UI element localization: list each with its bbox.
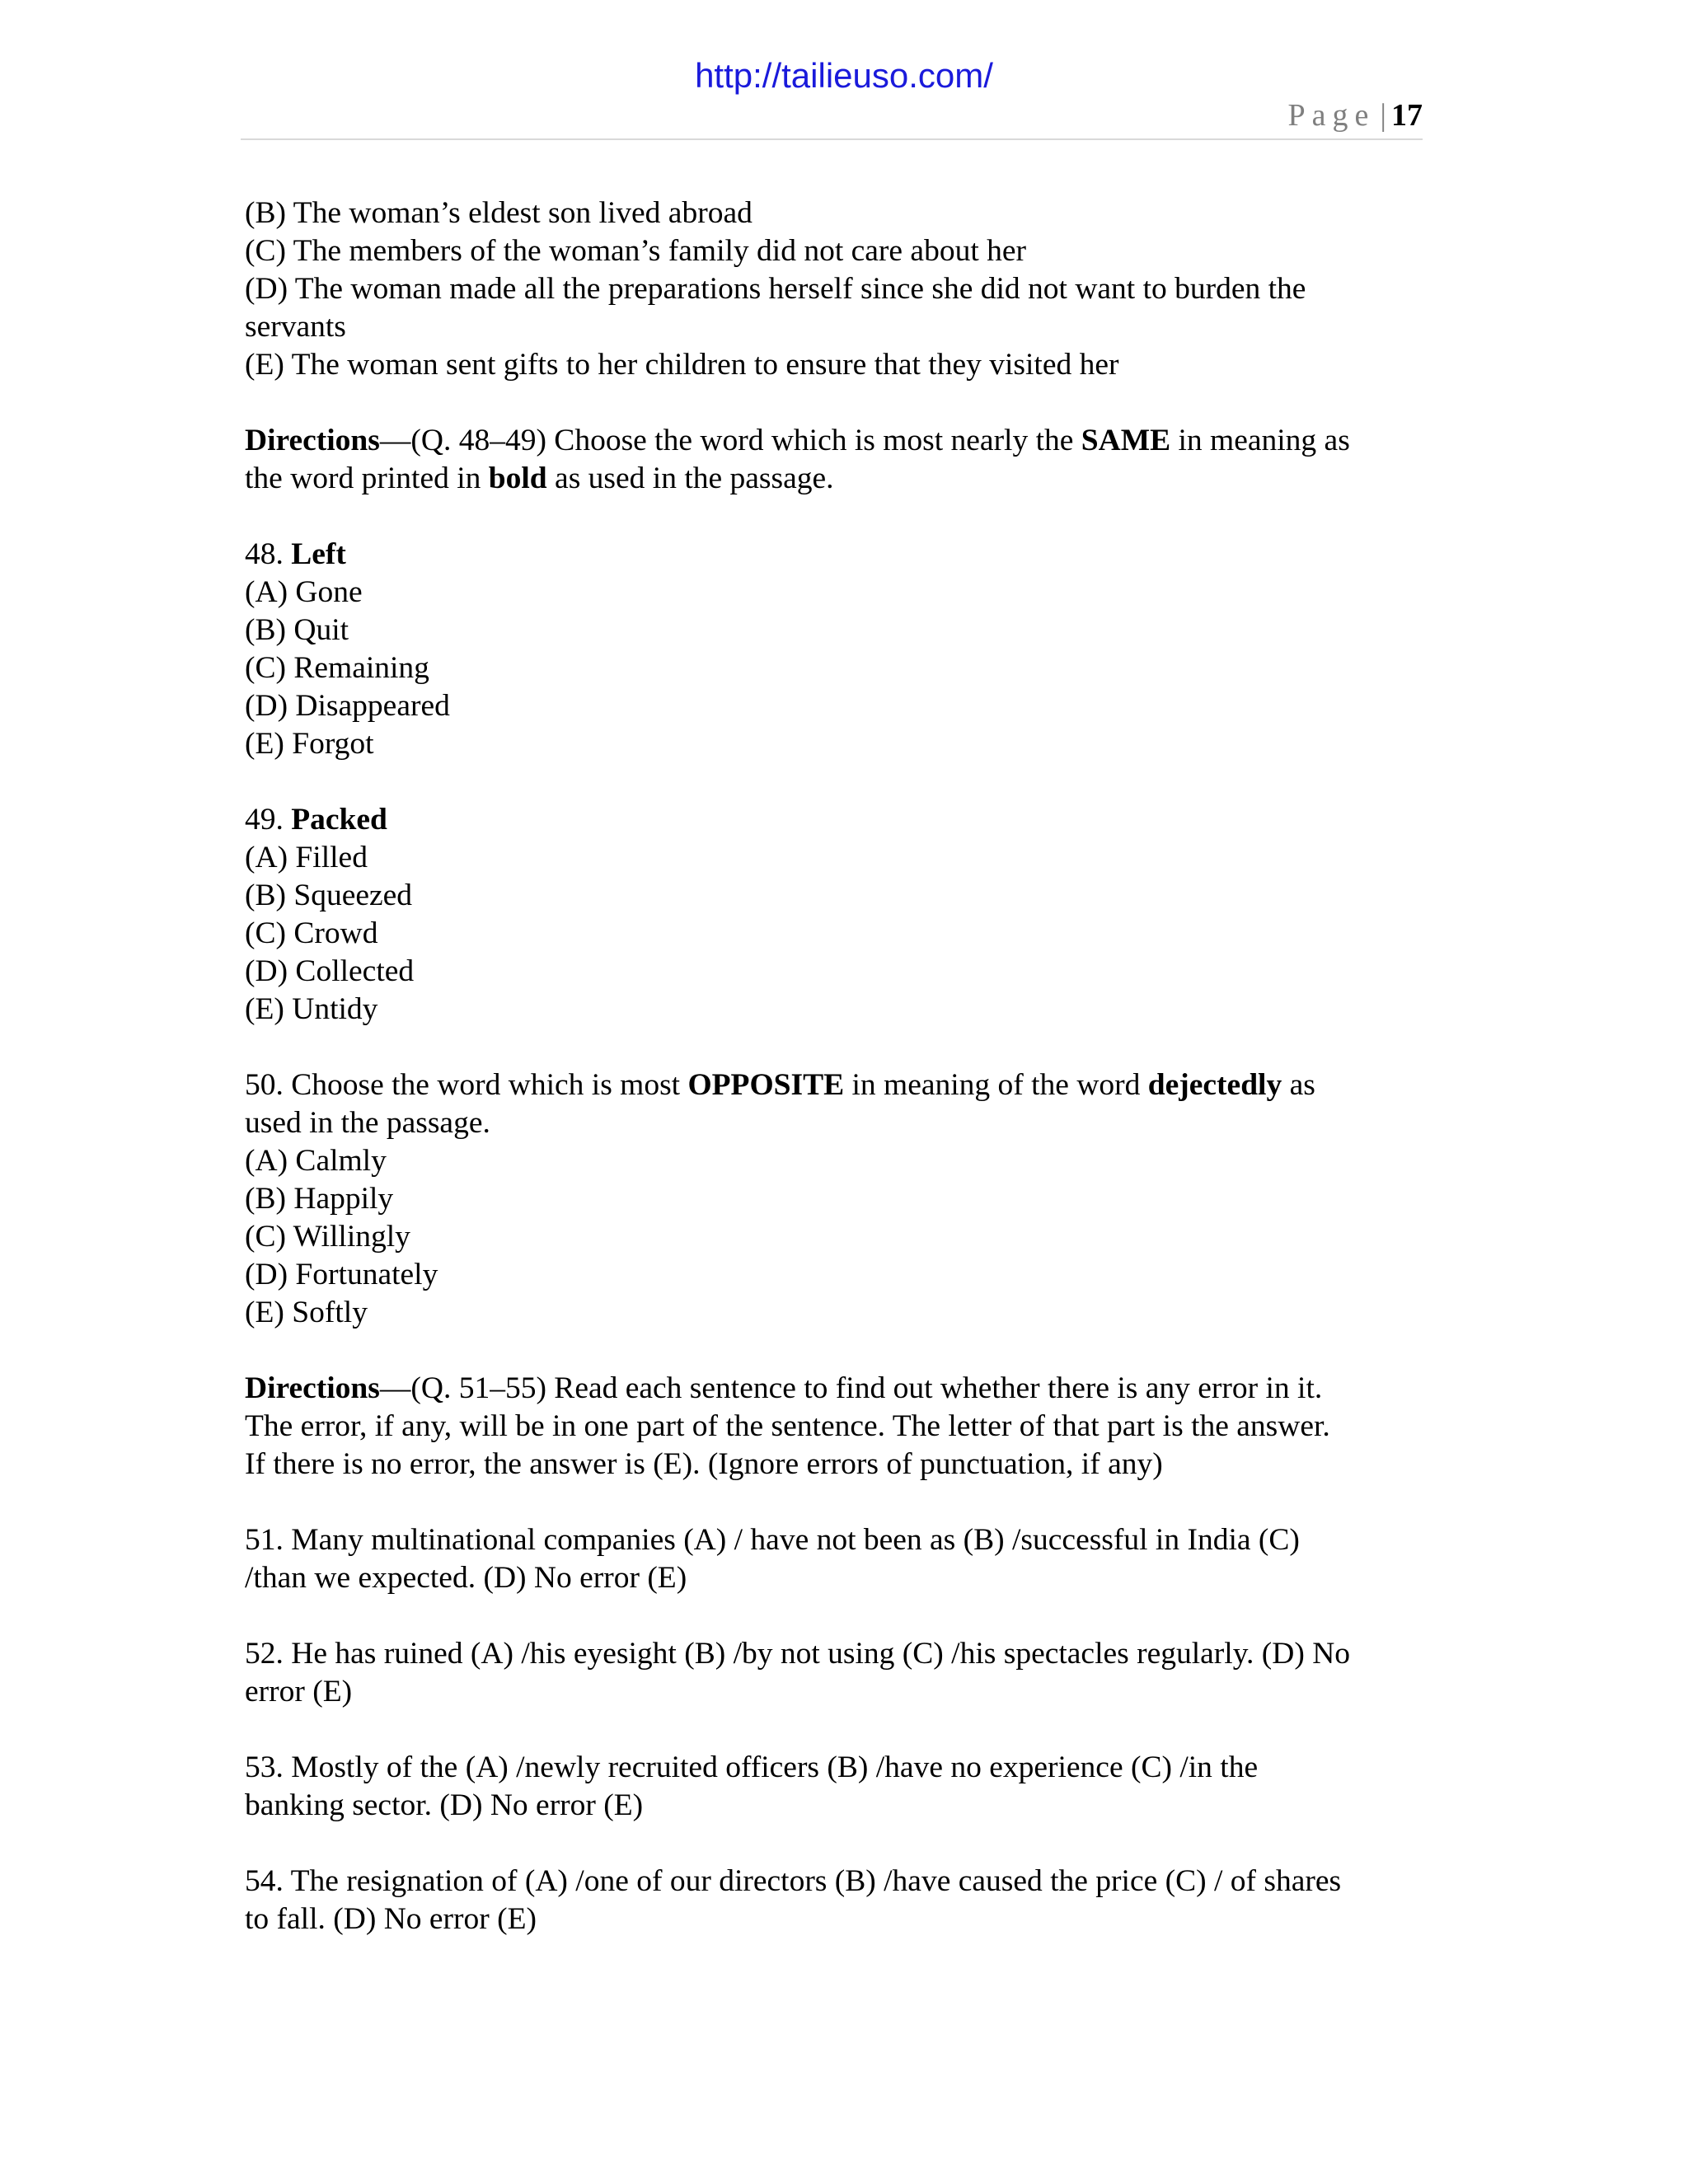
question-48-option-c: (C) Remaining bbox=[245, 651, 429, 685]
question-emphasis: OPPOSITE bbox=[687, 1068, 845, 1102]
question-49-option-d: (D) Collected bbox=[245, 954, 415, 988]
question-52 bbox=[245, 1635, 1423, 1711]
directions-51-55-line1 bbox=[245, 1370, 1423, 1408]
question-50-option-a: (A) Calmly bbox=[245, 1144, 387, 1178]
question-48 bbox=[245, 536, 1423, 763]
q47-option-c: (C) The members of the woman’s family did not care about her bbox=[245, 234, 1026, 268]
spacer bbox=[245, 1825, 1423, 1863]
question-50 bbox=[245, 1066, 1423, 1332]
directions-51-55-line3: If there is no error, the answer is (E). (Ignore errors of punctuation, if any) bbox=[245, 1447, 1163, 1481]
document-body bbox=[245, 194, 1423, 1938]
directions-51-55-line2: The error, if any, will be in one part of the sentence. The letter of that part is the answer. bbox=[245, 1409, 1330, 1443]
question-54-line2: to fall. (D) No error (E) bbox=[245, 1902, 537, 1936]
page-number-label bbox=[1288, 97, 1423, 134]
question-number: 49. bbox=[245, 803, 284, 837]
question-text: 50. Choose the word which is most bbox=[245, 1068, 688, 1102]
q47-option-b: (B) The woman’s eldest son lived abroad bbox=[245, 196, 753, 230]
directions-text: the word printed in bbox=[245, 462, 489, 495]
question-49-option-c: (C) Crowd bbox=[245, 916, 378, 950]
spacer bbox=[245, 498, 1423, 536]
directions-emphasis: SAME bbox=[1081, 424, 1171, 457]
directions-48-49 bbox=[245, 422, 1423, 498]
question-51 bbox=[245, 1521, 1423, 1597]
question-51-line2: /than we expected. (D) No error (E) bbox=[245, 1561, 687, 1595]
question-48-stem bbox=[245, 536, 1423, 574]
page-separator: | bbox=[1380, 98, 1386, 133]
question-text: in meaning of the word bbox=[844, 1068, 1148, 1102]
q47-option-e: (E) The woman sent gifts to her children to ensure that they visited her bbox=[245, 348, 1119, 382]
page-number: 17 bbox=[1391, 98, 1423, 133]
directions-text: —(Q. 48–49) Choose the word which is most nearly the bbox=[379, 424, 1081, 457]
question-49 bbox=[245, 801, 1423, 1029]
question-emphasis: dejectedly bbox=[1147, 1068, 1282, 1102]
question-48-option-d: (D) Disappeared bbox=[245, 689, 450, 723]
question-49-stem bbox=[245, 801, 1423, 839]
directions-emphasis: bold bbox=[488, 462, 547, 495]
spacer bbox=[245, 1597, 1423, 1635]
question-52-line2: error (E) bbox=[245, 1675, 353, 1708]
question-54-line1: 54. The resignation of (A) /one of our directors (B) /have caused the price (C) / of shares bbox=[245, 1864, 1342, 1898]
spacer bbox=[245, 1483, 1423, 1521]
directions-text: as used in the passage. bbox=[546, 462, 834, 495]
spacer bbox=[245, 1332, 1423, 1370]
q47-option-d: (D) The woman made all the preparations herself since she did not want to burden the bbox=[245, 272, 1306, 306]
question-text: as bbox=[1282, 1068, 1315, 1102]
q47-option-d-cont: servants bbox=[245, 310, 346, 344]
question-48-option-a: (A) Gone bbox=[245, 575, 363, 609]
directions-48-49-line2 bbox=[245, 460, 1423, 498]
directions-51-55 bbox=[245, 1370, 1423, 1483]
question-48-option-e: (E) Forgot bbox=[245, 727, 374, 761]
directions-label: Directions bbox=[245, 424, 380, 457]
question-50-stem-line1 bbox=[245, 1066, 1423, 1104]
question-50-option-b: (B) Happily bbox=[245, 1182, 394, 1216]
question-49-option-e: (E) Untidy bbox=[245, 992, 378, 1026]
question-number: 48. bbox=[245, 537, 284, 571]
question-50-option-c: (C) Willingly bbox=[245, 1220, 410, 1254]
spacer bbox=[245, 1711, 1423, 1749]
question-53-line1: 53. Mostly of the (A) /newly recruited officers (B) /have no experience (C) /in the bbox=[245, 1750, 1259, 1784]
spacer bbox=[245, 763, 1423, 801]
question-50-stem-line2: used in the passage. bbox=[245, 1106, 490, 1140]
question-52-line1: 52. He has ruined (A) /his eyesight (B) /by not using (C) /his spectacles regularly. (D) No bbox=[245, 1637, 1351, 1671]
question-49-option-a: (A) Filled bbox=[245, 841, 368, 874]
q47-options bbox=[245, 194, 1423, 384]
question-50-option-e: (E) Softly bbox=[245, 1296, 368, 1329]
question-53-line2: banking sector. (D) No error (E) bbox=[245, 1788, 644, 1822]
directions-label: Directions bbox=[245, 1371, 380, 1405]
directions-48-49-line1 bbox=[245, 422, 1423, 460]
question-49-option-b: (B) Squeezed bbox=[245, 879, 413, 912]
page-label: Page bbox=[1287, 98, 1376, 133]
spacer bbox=[245, 384, 1423, 422]
question-53 bbox=[245, 1749, 1423, 1825]
header-divider bbox=[241, 138, 1423, 140]
directions-text: —(Q. 51–55) Read each sentence to find out whether there is any error in it. bbox=[379, 1371, 1323, 1405]
question-48-option-b: (B) Quit bbox=[245, 613, 349, 647]
spacer bbox=[245, 1029, 1423, 1066]
header-url-link[interactable]: http://tailieuso.com/ bbox=[695, 56, 993, 95]
question-50-option-d: (D) Fortunately bbox=[245, 1258, 438, 1291]
question-54 bbox=[245, 1863, 1423, 1938]
question-word: Left bbox=[291, 537, 346, 571]
question-51-line1: 51. Many multinational companies (A) / have not been as (B) /successful in India (C) bbox=[245, 1523, 1300, 1557]
question-word: Packed bbox=[291, 803, 387, 837]
directions-text: in meaning as bbox=[1170, 424, 1350, 457]
